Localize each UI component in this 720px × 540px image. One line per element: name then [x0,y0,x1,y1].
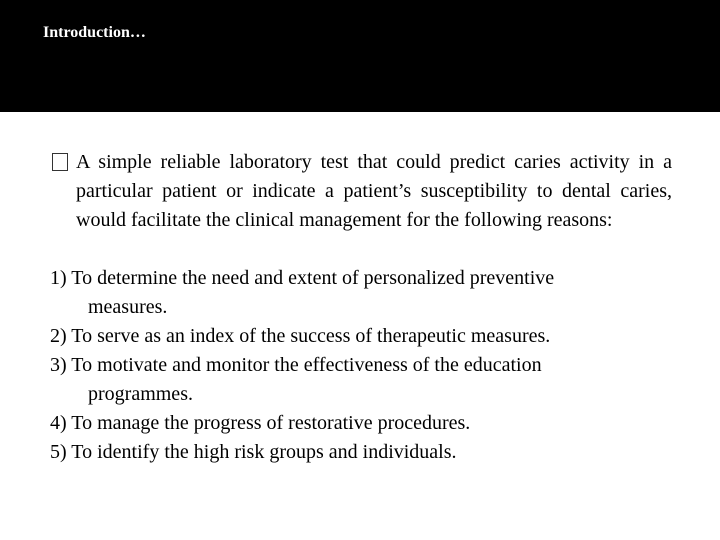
reason-continuation: measures. [88,296,168,318]
list-item [50,351,672,409]
reasons-list [50,264,672,467]
list-item [50,438,672,467]
title-bar [0,0,720,112]
bullet-paragraph [52,148,672,235]
list-item [50,264,672,322]
bullet-box-icon [52,153,68,171]
list-item [50,322,672,351]
slide-title: Introduction… [43,24,146,41]
reason-line: 2) To serve as an index of the success of therapeutic measures. [50,325,551,347]
slide-content [0,112,720,540]
reason-line: 3) To motivate and monitor the effectiveness of the education [50,354,542,376]
reason-continuation: programmes. [88,383,193,405]
reason-line: 1) To determine the need and extent of personalized preventive [50,267,555,289]
list-item [50,409,672,438]
reason-line: 5) To identify the high risk groups and individuals. [50,441,457,463]
reason-line: 4) To manage the progress of restorative procedures. [50,412,471,434]
bullet-text: A simple reliable laboratory test that could predict caries activity in a particular patient or indicate a patient’s susceptibility to dental caries, would facilitate the clinical management for the following reasons: [76,151,672,231]
